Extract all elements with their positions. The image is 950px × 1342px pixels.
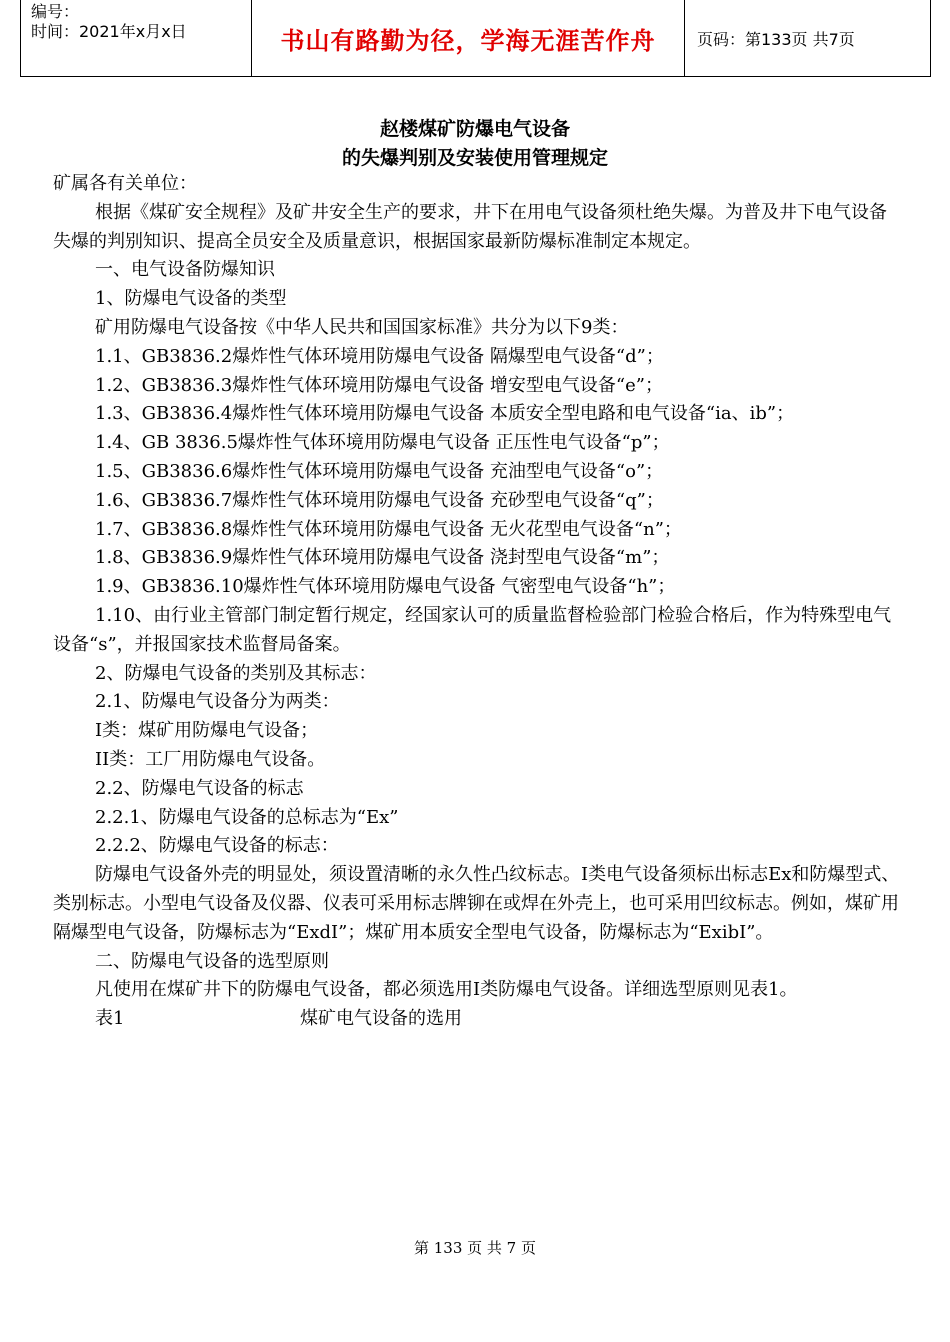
table-caption [53,1005,903,1034]
type-item: 1.1、GB3836.2爆炸性气体环境用防爆电气设备 隔爆型电气设备“d”； [95,345,664,367]
type-item: 1.5、GB3836.6爆炸性气体环境用防爆电气设备 充油型电气设备“o”； [95,460,664,482]
section-heading-1: 一、电气设备防爆知识 [95,259,275,281]
type-item: 1.9、GB3836.10爆炸性气体环境用防爆电气设备 气密型电气设备“h”； [95,576,676,598]
subsection-heading: 2.2、防爆电气设备的标志 [95,777,304,799]
subsection-heading: 2、防爆电气设备的类别及其标志： [95,662,377,684]
header-page-info: 页码：第133页 共7页 [697,29,855,49]
type-item: 1.7、GB3836.8爆炸性气体环境用防爆电气设备 无火花型电气设备“n”； [95,518,682,540]
salutation: 矿属各有关单位： [53,173,197,194]
marking-paragraph: 防爆电气设备外壳的明显处，须设置清晰的永久性凸纹标志。I类电气设备须标出标志Ex和防爆型式、类别标志。小型电气设备及仪器、仪表可采用标志牌铆在或焊在外壳上，也可采用凹纹标志。例如，煤矿用隔爆型电气设备，防爆标志为“ExdI”；煤矿用本质安全型电气设备，防爆标志为“ExibI”。 [53,864,900,943]
section-heading-2: 二、防爆电气设备的选型原则 [95,950,329,972]
document-body [53,170,903,1034]
table-title: 煤矿电气设备的选用 [300,1008,462,1030]
subsection-heading: 2.2.1、防爆电气设备的总标志为“Ex” [95,806,399,828]
subsection-heading: 2.1、防爆电气设备分为两类： [95,691,340,713]
document-number-label: 编号： [31,2,80,21]
selection-paragraph: 凡使用在煤矿井下的防爆电气设备，都必须选用I类防爆电气设备。详细选型原则见表1。 [95,979,798,1001]
page-header [20,0,931,77]
type-item: 1.8、GB3836.9爆炸性气体环境用防爆电气设备 浇封型电气设备“m”； [95,547,670,569]
document-title-line2: 的失爆判别及安装使用管理规定 [341,147,608,169]
type-item: 1.2、GB3836.3爆炸性气体环境用防爆电气设备 增安型电气设备“e”； [95,374,663,396]
type-item: 1.4、GB 3836.5爆炸性气体环境用防爆电气设备 正压性电气设备“p”； [95,432,670,454]
class-item: I类：煤矿用防爆电气设备； [95,720,319,742]
intro-paragraph: 根据《煤矿安全规程》及矿井安全生产的要求，井下在用电气设备须杜绝失爆。为普及井下电气设备失爆的判别知识、提高全员安全及质量意识，根据国家最新防爆标准制定本规定。 [53,201,887,252]
type-item: 1.3、GB3836.4爆炸性气体环境用防爆电气设备 本质安全型电路和电气设备“ia、ib”； [95,403,795,425]
table-label: 表1 [95,1008,125,1030]
type-item: 1.6、GB3836.7爆炸性气体环境用防爆电气设备 充砂型电气设备“q”； [95,489,664,511]
header-motto: 书山有路勤为径，学海无涯苦作舟 [252,0,685,76]
type-item: 1.10、由行业主管部门制定暂行规定，经国家认可的质量监督检验部门检验合格后，作为特殊型电气设备“s”，并报国家技术监督局备案。 [53,604,892,655]
subsection-heading: 1、防爆电气设备的类型 [95,288,287,310]
header-meta [21,0,252,76]
subsection-heading: 2.2.2、防爆电气设备的标志： [95,835,339,857]
document-date: 时间：2021年x月x日 [31,22,187,41]
page-footer: 第 133 页 共 7 页 [413,1239,536,1257]
document-title-line1: 赵楼煤矿防爆电气设备 [379,118,570,140]
class-item: II类：工厂用防爆电气设备。 [95,748,326,770]
types-intro: 矿用防爆电气设备按《中华人民共和国国家标准》共分为以下9类： [95,316,629,338]
